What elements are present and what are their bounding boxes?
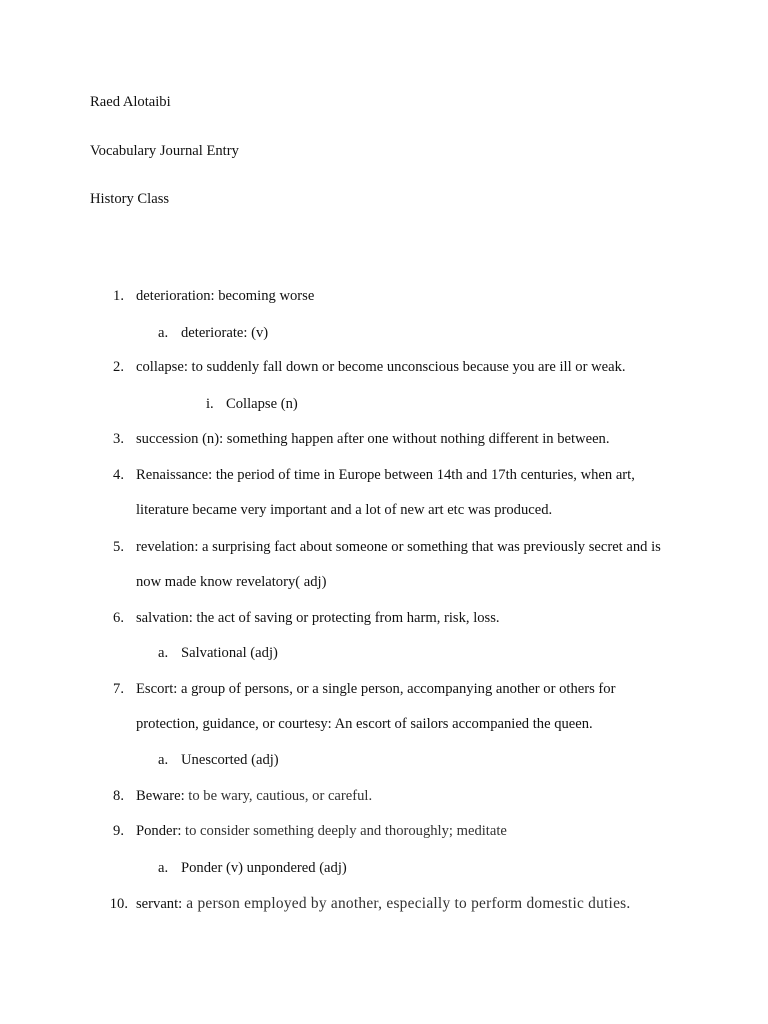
- list-item: Escort: a group of persons, or a single person, accompanying another or others for: [136, 681, 616, 697]
- list-marker: 8.: [113, 788, 124, 804]
- sub-list-marker: a.: [158, 325, 169, 341]
- term: servant:: [136, 896, 183, 912]
- list-item: [136, 787, 372, 805]
- list-marker: 2.: [113, 359, 124, 375]
- definition: to consider something deeply and thoroughly; meditate: [181, 823, 507, 839]
- course-name: History Class: [90, 191, 170, 207]
- sub-list-item: Salvational (adj): [181, 645, 278, 661]
- list-item-continuation: literature became very important and a lot of new art etc was produced.: [136, 502, 553, 518]
- sub-list-item: Ponder (v) unpondered (adj): [181, 860, 347, 876]
- list-marker: 6.: [113, 610, 124, 626]
- list-marker: 10.: [109, 896, 128, 912]
- list-marker: 7.: [113, 681, 124, 697]
- list-item: [136, 822, 507, 840]
- list-item-continuation: now made know revelatory( adj): [136, 574, 327, 590]
- list-item: deterioration: becoming worse: [136, 288, 315, 304]
- sub-sub-list-marker: i.: [206, 396, 214, 412]
- list-marker: 9.: [113, 823, 124, 839]
- sub-list-marker: a.: [158, 860, 169, 876]
- sub-list-marker: a.: [158, 645, 169, 661]
- author-name: Raed Alotaibi: [90, 94, 171, 110]
- list-item: Renaissance: the period of time in Europe between 14th and 17th centuries, when art,: [136, 467, 635, 483]
- list-marker: 4.: [113, 467, 124, 483]
- term: Beware:: [136, 788, 185, 804]
- sub-list-marker: a.: [158, 752, 169, 768]
- list-item: collapse: to suddenly fall down or become unconscious because you are ill or weak.: [136, 359, 626, 375]
- list-item-continuation: protection, guidance, or courtesy: An escort of sailors accompanied the queen.: [136, 716, 593, 732]
- sub-list-item: deteriorate: (v): [181, 325, 269, 341]
- definition: a person employed by another, especially to perform domestic duties.: [182, 895, 631, 912]
- list-item: salvation: the act of saving or protecting from harm, risk, loss.: [136, 610, 500, 626]
- sub-sub-list-item: Collapse (n): [226, 396, 298, 412]
- document-title: Vocabulary Journal Entry: [90, 143, 239, 159]
- list-marker: 5.: [113, 539, 124, 555]
- list-marker: 3.: [113, 431, 124, 447]
- term: Ponder:: [136, 823, 182, 839]
- list-item: [136, 895, 631, 913]
- list-item: succession (n): something happen after one without nothing different in between.: [136, 431, 610, 447]
- list-marker: 1.: [113, 288, 124, 304]
- list-item: revelation: a surprising fact about someone or something that was previously secret and is: [136, 539, 661, 555]
- definition: to be wary, cautious, or careful.: [184, 788, 373, 804]
- sub-list-item: Unescorted (adj): [181, 752, 279, 768]
